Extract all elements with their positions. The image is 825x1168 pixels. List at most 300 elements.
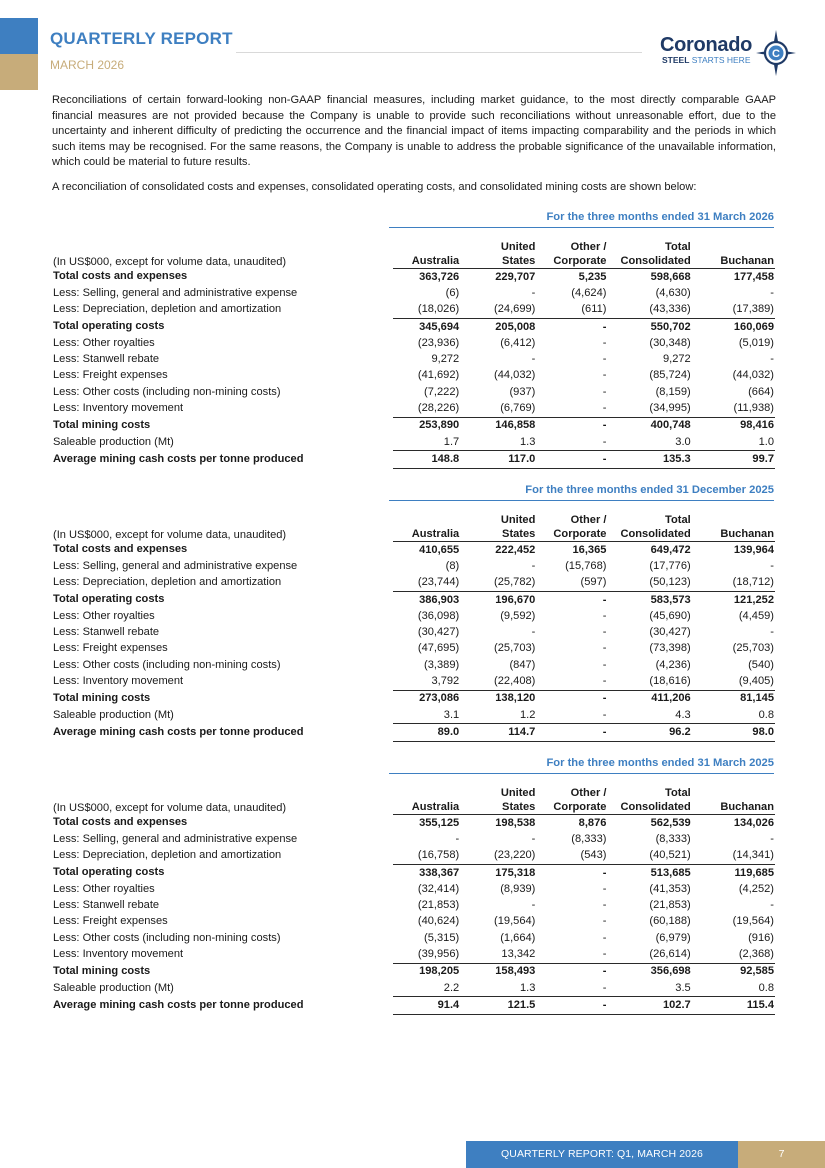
period-heading: For the three months ended 31 March 2025 [389,757,774,774]
col-united-states [460,239,536,269]
row-value: 410,655 [419,543,460,556]
row-value: - [602,369,607,382]
row-value: (540) [748,658,774,671]
row-value: 139,964 [733,543,774,556]
row-value: 134,026 [733,816,774,829]
row-value: 598,668 [650,270,691,283]
row-value: (14,341) [692,848,775,865]
row-value: (36,098) [417,609,460,622]
row-value: 649,472 [650,543,691,556]
row-value: (916) [748,931,774,944]
units-label: (In US$000, except for volume data, unaudited) [53,528,287,541]
table-row [52,815,775,832]
row-value: (17,389) [692,302,775,319]
header-accent-blue [0,18,38,54]
table-row [52,558,775,574]
row-value: (85,724) [649,369,691,382]
row-value: (9,405) [692,673,775,690]
table-row [52,384,775,400]
row-label: Less: Stanwell rebate [53,899,160,912]
col-us-line1: United [500,514,536,526]
units-label: (In US$000, except for volume data, unaudited) [53,801,287,814]
row-value: (8,159) [655,385,691,398]
table-row [52,451,775,468]
row-value: - [536,946,607,963]
row-label: Less: Stanwell rebate [53,626,160,639]
row-value: 583,573 [650,593,691,606]
row-label: Total operating costs [53,320,165,333]
table-row [52,930,775,946]
row-value: - [770,899,774,912]
table-row [52,673,775,690]
row-value: - [602,692,607,705]
row-value: (4,624) [571,286,607,299]
row-label: Total mining costs [53,965,151,978]
page-number: 7 [738,1141,825,1168]
row-value: (18,712) [692,575,775,592]
table-row [52,269,775,286]
col-australia: Australia [393,239,460,269]
row-value: (4,236) [655,658,691,671]
row-label: Less: Other costs (including non-mining costs) [53,385,281,398]
row-value: 177,458 [733,270,774,283]
row-value: 400,748 [650,419,691,432]
row-label: Total costs and expenses [53,816,188,829]
col-us-line2: States [502,528,536,540]
row-value: 91.4 [393,997,460,1014]
row-value: (6,412) [500,336,536,349]
table-row [52,335,775,351]
table-row [52,864,775,881]
row-value: 0.8 [758,981,774,994]
table-row [52,285,775,301]
row-label: Less: Depreciation, depletion and amortization [53,576,282,589]
col-australia: Australia [393,512,460,542]
header-divider [236,52,642,53]
row-value: (4,630) [655,286,691,299]
table-row [52,624,775,640]
footer-label: QUARTERLY REPORT: Q1, MARCH 2026 [466,1141,738,1168]
row-value: 117.0 [460,451,536,468]
table-row [52,848,775,865]
table-row [52,657,775,673]
row-value: - [536,451,607,468]
row-value: (8,333) [655,832,691,845]
row-label: Less: Depreciation, depletion and amortization [53,849,282,862]
row-label: Average mining cash costs per tonne produced [53,998,304,1011]
row-label: Total mining costs [53,692,151,705]
reconciliation-table [52,512,775,742]
row-value: (30,427) [417,626,460,639]
row-label: Total costs and expenses [53,543,188,556]
row-value: (47,695) [417,642,460,655]
intro-paragraph: Reconciliations of certain forward-looking non-GAAP financial measures, including market guidance, to the most directly comparable GAAP financial measures are not provided because the Company is unable to provide such reconciliations without unreasonable effort, due to the uncertainty and inherent difficulty of predicting the occurrence and the financial impact of items impacting comparability and the periods in which such items may be recognised. For the same reasons, the Company is unable to address the probable significance of the unavailable information, which could be material to future results. [52,94,776,169]
row-value: 205,008 [495,320,536,333]
reconciliation-table [52,785,775,1015]
col-other-line1: Other / [570,787,607,799]
row-label: Total costs and expenses [53,270,188,283]
row-value: - [602,353,607,366]
row-value: (23,220) [460,848,536,865]
row-value: 98,416 [740,419,774,432]
table-row [52,690,775,707]
col-other-line2: Corporate [553,528,607,540]
col-united-states [460,512,536,542]
row-value: (15,768) [565,559,607,572]
row-value: - [602,385,607,398]
col-total-line1: Total [665,514,691,526]
row-value: - [536,724,607,741]
row-value: 175,318 [495,866,536,879]
row-value: (8,333) [571,832,607,845]
row-value: 3.1 [443,708,460,721]
col-other-corporate [536,239,607,269]
row-value: (23,936) [417,336,460,349]
row-value: 135.3 [607,451,691,468]
col-australia: Australia [393,785,460,815]
table-row [52,881,775,897]
row-value: 550,702 [650,320,691,333]
row-value: - [770,626,774,639]
row-value: - [602,320,607,333]
row-value: - [531,899,536,912]
table-row [52,724,775,741]
row-value: - [602,866,607,879]
row-value: (21,853) [417,899,460,912]
row-value: (6,979) [655,931,691,944]
table-row [52,997,775,1014]
table-row [52,400,775,417]
row-value: - [602,419,607,432]
row-value: - [770,353,774,366]
table-header-row [52,512,775,542]
row-value: 1.3 [519,435,536,448]
row-value: - [602,915,607,928]
col-us-line2: States [502,255,536,267]
period-heading: For the three months ended 31 December 2025 [389,484,774,501]
row-value: (937) [509,385,536,398]
row-value: 273,086 [419,692,460,705]
row-label: Total operating costs [53,593,165,606]
row-value: (7,222) [424,385,460,398]
table-row [52,318,775,335]
logo-tagline-rest: STARTS HERE [689,55,751,65]
row-value: 345,694 [419,320,460,333]
report-subtitle: MARCH 2026 [50,58,125,72]
row-label: Saleable production (Mt) [53,981,174,994]
row-value: 3,792 [393,673,460,690]
row-value: - [770,286,774,299]
col-other-corporate [536,512,607,542]
row-value: 89.0 [393,724,460,741]
col-total-consolidated [607,512,691,542]
row-value: 386,903 [419,593,460,606]
col-other-line1: Other / [570,514,607,526]
table-row [52,914,775,930]
row-value: (664) [748,385,774,398]
table-row [52,368,775,384]
row-value: (9,592) [500,609,536,622]
row-label: Saleable production (Mt) [53,708,174,721]
row-value: 196,670 [495,593,536,606]
row-value: (1,664) [500,931,536,944]
row-label: Less: Selling, general and administrative expense [53,286,298,299]
row-value: 92,585 [740,965,774,978]
row-value: (8) [445,559,460,572]
row-value: (32,414) [417,882,460,895]
row-value: - [602,593,607,606]
row-value: (2,368) [692,946,775,963]
row-value: 356,698 [650,965,691,978]
row-value: (8,939) [500,882,536,895]
row-label: Less: Other costs (including non-mining costs) [53,931,281,944]
row-value: 114.7 [460,724,536,741]
row-label: Less: Other royalties [53,609,155,622]
logo-wordmark: Coronado [660,34,753,56]
row-value: - [602,899,607,912]
row-label: Less: Other royalties [53,882,155,895]
row-value: - [531,559,536,572]
row-value: (847) [509,658,536,671]
table-row [52,946,775,963]
row-value: (30,348) [649,336,691,349]
table-row [52,434,775,451]
logo-tagline [662,55,751,65]
row-value: - [602,965,607,978]
row-value: (40,624) [417,915,460,928]
col-total-line2: Consolidated [620,528,691,540]
row-value: 9,272 [431,353,460,366]
table-row [52,641,775,657]
row-value: (3,389) [424,658,460,671]
row-value: 96.2 [607,724,691,741]
table-row [52,707,775,724]
row-value: (6) [445,286,460,299]
row-value: - [602,882,607,895]
row-label: Average mining cash costs per tonne produced [53,725,304,738]
row-value: 355,125 [419,816,460,829]
row-value: - [770,832,774,845]
col-other-line2: Corporate [553,255,607,267]
col-buchanan: Buchanan [692,785,775,815]
row-value: - [602,336,607,349]
table-row [52,831,775,847]
row-label: Less: Inventory movement [53,948,184,961]
row-value: (22,408) [460,673,536,690]
period-heading: For the three months ended 31 March 2026 [389,211,774,228]
reconciliation-lead: A reconciliation of consolidated costs and expenses, consolidated operating costs, and consolidated mining costs are shown below: [52,181,697,193]
row-value: (543) [536,848,607,865]
col-us-line1: United [500,787,536,799]
row-value: 5,235 [578,270,607,283]
row-value: (18,616) [607,673,691,690]
row-value: (25,703) [732,642,774,655]
row-value: (4,459) [738,609,774,622]
row-label: Total mining costs [53,419,151,432]
table-row [52,351,775,367]
row-value: (73,398) [649,642,691,655]
row-label: Total operating costs [53,866,165,879]
compass-icon [756,30,796,76]
table-row [52,591,775,608]
col-total-line2: Consolidated [620,255,691,267]
row-value: 1.2 [519,708,536,721]
row-value: 0.8 [758,708,774,721]
report-title: QUARTERLY REPORT [50,29,233,48]
col-total-line1: Total [665,787,691,799]
table-header-row [52,239,775,269]
table-row [52,417,775,434]
col-us-line1: United [500,241,536,253]
col-total-line1: Total [665,241,691,253]
row-value: 3.0 [675,435,691,448]
row-value: (23,744) [393,575,460,592]
row-value: (50,123) [607,575,691,592]
row-value: - [602,609,607,622]
row-value: - [602,435,607,448]
col-total-consolidated [607,785,691,815]
row-value: 338,367 [419,866,460,879]
row-value: (5,019) [738,336,774,349]
row-value: (24,699) [460,302,536,319]
row-label: Less: Stanwell rebate [53,353,160,366]
row-value: - [455,832,460,845]
row-value: 198,538 [495,816,536,829]
row-value: (43,336) [607,302,691,319]
row-label: Less: Freight expenses [53,369,168,382]
row-label: Saleable production (Mt) [53,435,174,448]
table-header-row [52,785,775,815]
table-row [52,302,775,319]
row-value: 8,876 [578,816,607,829]
row-value: (45,690) [649,609,691,622]
row-value: - [531,626,536,639]
table-row [52,542,775,559]
row-value: (30,427) [649,626,691,639]
row-value: 16,365 [572,543,607,556]
row-value: (6,769) [460,400,536,417]
row-value: - [602,981,607,994]
row-value: (41,692) [417,369,460,382]
table-row [52,608,775,624]
row-value: (17,776) [649,559,691,572]
row-value: (11,938) [692,400,775,417]
row-value: - [602,931,607,944]
row-value: - [531,353,536,366]
row-value: (60,188) [649,915,691,928]
row-value: 2.2 [443,981,460,994]
row-value: (25,703) [494,642,536,655]
row-value: 1.3 [519,981,536,994]
row-value: 363,726 [419,270,460,283]
row-value: - [602,658,607,671]
row-label: Less: Freight expenses [53,915,168,928]
row-value: (18,026) [393,302,460,319]
row-value: 411,206 [651,692,691,705]
row-label: Less: Inventory movement [53,402,184,415]
row-value: (44,032) [494,369,536,382]
table-row [52,575,775,592]
table-row [52,897,775,913]
row-value: (19,564) [494,915,536,928]
row-label: Less: Selling, general and administrative expense [53,832,298,845]
col-united-states [460,785,536,815]
col-buchanan: Buchanan [692,512,775,542]
row-label: Less: Selling, general and administrative expense [53,559,298,572]
company-logo [660,30,800,78]
units-label: (In US$000, except for volume data, unaudited) [53,255,287,268]
row-value: 158,493 [495,965,536,978]
row-value: 148.8 [393,451,460,468]
row-value: - [770,559,774,572]
row-value: (44,032) [732,369,774,382]
row-label: Average mining cash costs per tonne produced [53,452,304,465]
row-label: Less: Depreciation, depletion and amortization [53,303,282,316]
logo-tagline-bold: STEEL [662,55,690,65]
row-value: - [531,832,536,845]
row-value: 160,069 [733,320,774,333]
row-value: (41,353) [649,882,691,895]
row-value: 121,252 [733,593,774,606]
header-accent-gold [0,54,38,90]
row-value: 119,685 [734,866,774,879]
col-total-line2: Consolidated [620,801,691,813]
row-value: - [531,286,536,299]
row-value: (597) [536,575,607,592]
row-value: (25,782) [460,575,536,592]
row-label: Less: Other royalties [53,336,155,349]
row-value: 99.7 [692,451,775,468]
row-label: Less: Other costs (including non-mining costs) [53,658,281,671]
row-value: (5,315) [424,931,460,944]
row-value: 562,539 [650,816,691,829]
row-value: 4.3 [675,708,691,721]
row-value: - [602,708,607,721]
col-other-corporate [536,785,607,815]
col-total-consolidated [607,239,691,269]
row-value: 229,707 [495,270,536,283]
row-value: 1.7 [443,435,460,448]
row-value: 13,342 [460,946,536,963]
row-value: - [602,642,607,655]
row-value: - [536,400,607,417]
row-value: (34,995) [607,400,691,417]
row-value: - [602,626,607,639]
row-value: 253,890 [419,419,460,432]
row-value: 121.5 [460,997,536,1014]
row-value: (19,564) [732,915,774,928]
reconciliation-table [52,239,775,469]
row-value: (16,758) [393,848,460,865]
compass-letter: C [772,48,780,60]
row-label: Less: Freight expenses [53,642,168,655]
row-value: 198,205 [419,965,460,978]
row-label: Less: Inventory movement [53,675,184,688]
row-value: (611) [536,302,607,319]
col-other-line2: Corporate [553,801,607,813]
row-value: (4,252) [738,882,774,895]
row-value: 81,145 [740,692,774,705]
row-value: 1.0 [758,435,774,448]
row-value: 3.5 [675,981,691,994]
row-value: 115.4 [692,997,775,1014]
table-row [52,980,775,997]
row-value: 138,120 [495,692,536,705]
col-buchanan: Buchanan [692,239,775,269]
row-value: (40,521) [607,848,691,865]
row-value: 102.7 [607,997,691,1014]
row-value: 9,272 [662,353,691,366]
